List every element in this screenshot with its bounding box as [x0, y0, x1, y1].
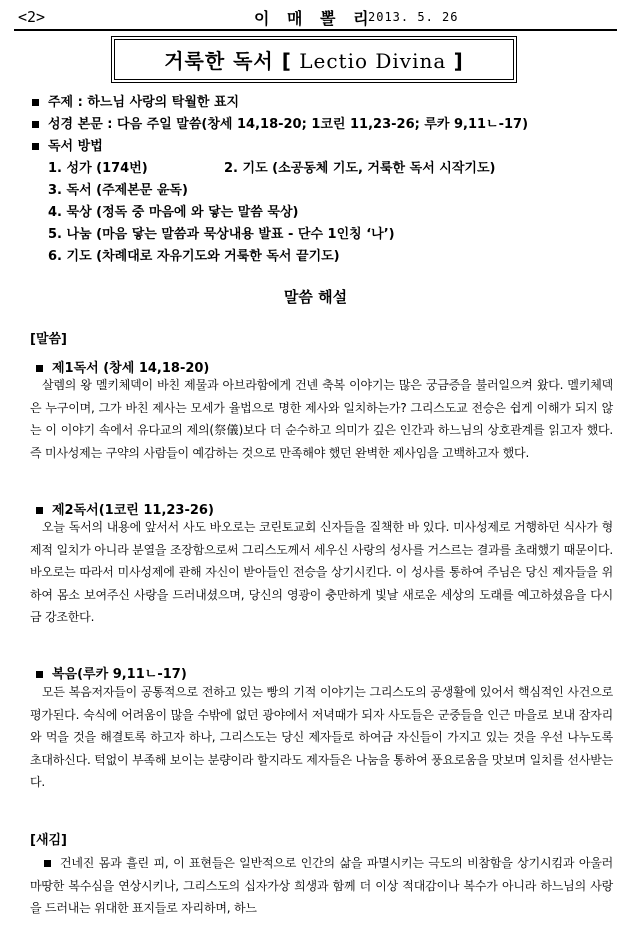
method-step-row [30, 202, 528, 224]
reading-2-title-text: 제2독서(1코린 11,23-26) [52, 503, 214, 518]
main-title [164, 45, 464, 74]
method-step: 5. 나눔 (마음 닿는 말씀과 묵상내용 발표 - 단수 1인칭 ‘나’) [48, 227, 395, 242]
scripture-text: 성경 본문 : 다음 주일 말씀(창세 14,18-20; 1코린 11,23-26; 루카 9,11ㄴ-17) [48, 117, 529, 132]
method-step: 6. 기도 (차례대로 자유기도와 거룩한 독서 끝기도) [48, 249, 340, 264]
reflection-body: 건네진 몸과 흘린 피, 이 표현들은 일반적으로 인간의 삶을 파멸시키는 극도의 비참함을 상기시킴과 아울러 마땅한 복수심을 연상시키나, 그리스도의 십자가상 희생과 함께 더 이상 적대감이나 복수가 아니라 하느님의 사랑을 드러내는 위대한 표지들로 자리하며, 하느 [30, 856, 613, 915]
word-section-label: [말씀] [30, 332, 67, 347]
bullet-icon [36, 507, 43, 514]
bullet-icon [32, 143, 39, 150]
reading-2-text: 오늘 독서의 내용에 앞서서 사도 바오로는 코린토교회 신자들을 질책한 바 있다. 미사성제로 거행하던 식사가 형제적 일치가 아니라 분열을 조장함으로써 그리스도께서 세우신 사랑의 성사를 거스르는 결과를 초래했기 때문이다. 바오로는 따라서 미사성제에 관해 자신이 받아들인 전승을 상기시킨다. 이 성사를 통하여 주님은 당신 제자들을 위하여 몸소 보여주신 사랑을 드러내셨으며, 당신의 영광이 충만하게 빛날 새로운 세상의 도래를 예고하셨음을 다시금 강조한다. [30, 520, 613, 624]
commentary-heading: 말씀 해설 [283, 288, 348, 306]
page-header [14, 6, 619, 28]
reflection-text [30, 852, 613, 920]
method-row [30, 136, 528, 158]
title-korean: 거룩한 독서 [ [164, 49, 292, 73]
method-step-row [30, 246, 528, 268]
method-step-row [30, 224, 528, 246]
theme-text: 주제 : 하느님 사랑의 탁월한 표지 [48, 95, 240, 110]
method-step: 3. 독서 (주제본문 윤독) [48, 183, 188, 198]
scripture-row [30, 114, 528, 136]
reading-1-text: 살렘의 왕 멜키체덱이 바친 제물과 아브라함에게 건넨 축복 이야기는 많은 궁금증을 불러일으켜 왔다. 멜키체덱은 누구이며, 그가 바친 제사는 모세가 율법으로 명한 제사와 일치하는가? 그리스도교 전승은 쉽게 이해가 되지 않는 이 이야기 속에서 유다교의 제의(祭儀)보다 더 순수하고 의미가 깊은 인간과 하느님의 상호관계를 읽고자 했다. 즉 미사성제는 구약의 사람들이 예감하는 것으로 만족해야 했던 완벽한 제사임을 고백하고자 했다. [30, 378, 613, 460]
reading-info [30, 92, 528, 268]
title-bracket: ] [453, 49, 464, 73]
gospel-text: 모든 복음저자들이 공통적으로 전하고 있는 빵의 기적 이야기는 그리스도의 공생활에 있어서 핵심적인 사건으로 평가된다. 숙식에 어려움이 많을 수밖에 없던 광야에서 저녁때가 되자 사도들은 군중들을 인근 마을로 보내 잠자리와 먹을 것을 해결토록 하고자 하나, 그리스도는 당신 제자들로 하여금 자신들이 가지고 있는 것을 우선 나누도록 초대하신다. 턱없이 부족해 보이는 분량이라 할지라도 제자들은 나눔을 통하여 풍요로움을 맛보며 일치를 선사받는다. [30, 685, 613, 789]
gospel-title-text: 복음(루카 9,11ㄴ-17) [52, 667, 187, 682]
bullet-icon [32, 99, 39, 106]
method-step: 4. 묵상 (정독 중 마음에 와 닿는 말씀 묵상) [48, 205, 299, 220]
header-rule [14, 29, 617, 31]
bullet-icon [44, 860, 51, 867]
reflection-section-label: [새김] [30, 833, 67, 848]
issue-date: 2013. 5. 26 [368, 10, 459, 24]
gospel-title [34, 663, 187, 682]
method-step-row [30, 180, 528, 202]
main-title-box [114, 39, 514, 80]
bullet-icon [36, 671, 43, 678]
bullet-icon [32, 121, 39, 128]
method-label: 독서 방법 [48, 139, 103, 154]
page-number: <2> [18, 8, 46, 26]
method-step: 1. 성가 (174번) [48, 161, 148, 176]
theme-row [30, 92, 528, 114]
newsletter-title: 이 매 뽈 리 [254, 9, 375, 28]
reading-1-title-text: 제1독서 (창세 14,18-20) [52, 361, 210, 376]
method-step: 2. 기도 (소공동체 기도, 거룩한 독서 시작기도) [224, 161, 496, 176]
method-step-row [30, 158, 528, 180]
title-latin: Lectio Divina [291, 49, 454, 73]
bullet-icon [36, 365, 43, 372]
